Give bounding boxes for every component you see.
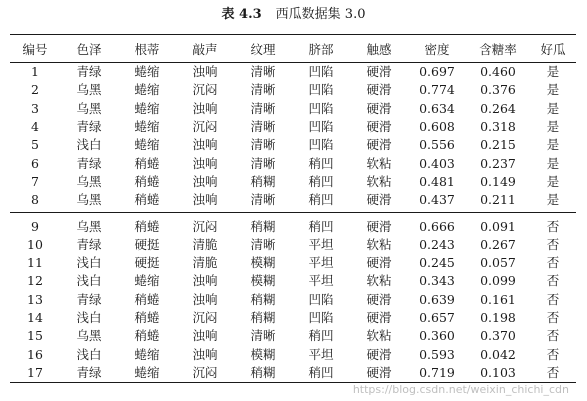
table-cell: 清晰: [250, 155, 276, 171]
header-row: [10, 35, 576, 63]
table-cell: 0.264: [480, 100, 516, 116]
table-row: [10, 213, 576, 236]
table-cell: 0.556: [419, 137, 455, 153]
table-cell: 蜷缩: [134, 82, 160, 98]
table-cell: 凹陷: [308, 100, 334, 116]
table-cell: 蜷缩: [118, 364, 176, 383]
table-row: [10, 254, 576, 272]
table-cell: 平坦: [308, 236, 334, 252]
table-cell: 稍糊: [250, 291, 276, 307]
table-cell: 0.103: [466, 364, 530, 383]
table-cell: 否: [546, 236, 560, 252]
table-cell: 13: [27, 291, 43, 307]
column-header: 编号: [10, 35, 60, 63]
table-cell: 清晰: [250, 137, 276, 153]
column-header: 密度: [408, 35, 466, 63]
table-cell: 软粘: [366, 236, 392, 252]
table-cell: 青绿: [76, 155, 102, 171]
table-cell: 7: [31, 173, 39, 189]
column-header: 触感: [350, 35, 408, 63]
table-cell: 浊响: [192, 173, 218, 189]
table-cell: 0.481: [419, 173, 455, 189]
table-cell: 硬滑: [366, 291, 392, 307]
table-cell: 0.403: [419, 155, 455, 171]
table-row: [10, 291, 576, 309]
table-cell: 0.343: [419, 273, 455, 289]
table-cell: 凹陷: [308, 119, 334, 135]
table-cell: 0.318: [480, 119, 516, 135]
table-cell: 8: [10, 191, 60, 213]
column-header: 敲声: [176, 35, 234, 63]
table-cell: 浅白: [76, 310, 102, 325]
table-cell: 0.042: [480, 346, 516, 362]
table-cell: 沉闷: [192, 310, 218, 325]
table-cell: 0.666: [419, 218, 455, 234]
table-cell: 稍糊: [250, 173, 276, 189]
table-cell: 稍凹: [292, 191, 350, 213]
column-header: 纹理: [234, 35, 292, 63]
table-cell: 是: [546, 137, 560, 153]
table-cell: 清晰: [250, 328, 276, 344]
table-row: [10, 63, 576, 82]
column-header: 含糖率: [466, 35, 530, 63]
table-cell: 硬滑: [366, 64, 392, 80]
table-cell: 平坦: [308, 273, 334, 289]
table-cell: 9: [31, 218, 39, 234]
table-cell: 浊响: [192, 137, 218, 153]
column-header: 色泽: [60, 35, 118, 63]
table-cell: 模糊: [250, 346, 276, 362]
table-cell: 1: [31, 64, 39, 80]
table-cell: 0.460: [480, 64, 516, 80]
table-cell: 0.091: [480, 218, 516, 234]
table-cell: 硬滑: [350, 191, 408, 213]
table-cell: 0.370: [480, 328, 516, 344]
table-cell: 是: [546, 100, 560, 116]
table-cell: 青绿: [60, 364, 118, 383]
table-row: [10, 191, 576, 213]
table-cell: 清脆: [192, 255, 218, 271]
table-cell: 硬滑: [366, 100, 392, 116]
table-cell: 凹陷: [308, 64, 334, 80]
table-row: [10, 118, 576, 136]
table-cell: 乌黑: [76, 173, 102, 189]
table-cell: 0.376: [480, 82, 516, 98]
table-cell: 蜷缩: [134, 119, 160, 135]
table-cell: 否: [546, 346, 560, 362]
table-cell: 凹陷: [308, 137, 334, 153]
table-cell: 硬滑: [366, 346, 392, 362]
table-cell: 乌黑: [76, 218, 102, 234]
table-cell: 硬滑: [366, 119, 392, 135]
table-cell: 0.211: [466, 191, 530, 213]
table-row: [10, 100, 576, 118]
table-cell: 青绿: [76, 119, 102, 135]
table-cell: 稍蜷: [134, 155, 160, 171]
table-cell: 17: [10, 364, 60, 383]
table-cell: 12: [27, 273, 43, 289]
table-title: 西瓜数据集 3.0: [275, 7, 366, 22]
table-cell: 是: [546, 119, 560, 135]
table-cell: 稍凹: [308, 155, 334, 171]
table-cell: 稍蜷: [134, 310, 160, 325]
column-header: 脐部: [292, 35, 350, 63]
table-cell: 0.774: [419, 82, 455, 98]
table-cell: 沉闷: [192, 82, 218, 98]
table-cell: 4: [31, 119, 39, 135]
table-cell: 软粘: [366, 155, 392, 171]
table-cell: 稍糊: [234, 364, 292, 383]
table-cell: 0.057: [480, 255, 516, 271]
watermark-text: https://blog.csdn.net/weixin_chichi_cdn: [352, 383, 569, 396]
table-cell: 清晰: [250, 119, 276, 135]
table-cell: 是: [546, 82, 560, 98]
table-cell: 稍凹: [308, 173, 334, 189]
table-cell: 凹陷: [308, 291, 334, 307]
column-header: 好瓜: [530, 35, 576, 63]
table-cell: 0.099: [480, 273, 516, 289]
table-cell: 否: [530, 364, 576, 383]
table-number: 表 4.3: [221, 7, 262, 22]
table-cell: 清晰: [250, 82, 276, 98]
table-row: [10, 136, 576, 154]
watermelon-dataset-table: [10, 34, 576, 383]
table-cell: 0.245: [419, 255, 455, 271]
table-cell: 否: [546, 310, 560, 325]
table-row: [10, 345, 576, 363]
table-cell: 硬滑: [366, 82, 392, 98]
table-cell: 硬滑: [366, 137, 392, 153]
table-cell: 是: [546, 173, 560, 189]
table-cell: 0.360: [419, 328, 455, 344]
table-cell: 0.634: [419, 100, 455, 116]
table-cell: 0.215: [480, 137, 516, 153]
table-cell: 否: [546, 328, 560, 344]
table-cell: 0.437: [408, 191, 466, 213]
table-cell: 0.593: [419, 346, 455, 362]
table-cell: 青绿: [76, 236, 102, 252]
table-cell: 稍凹: [308, 218, 334, 234]
table-cell: 稍凹: [292, 364, 350, 383]
table-cell: 15: [27, 328, 43, 344]
table-cell: 是: [546, 64, 560, 80]
table-cell: 0.608: [419, 119, 455, 135]
table-cell: 否: [546, 291, 560, 307]
table-header: [10, 35, 576, 63]
table-cell: 0.657: [419, 310, 455, 325]
table-cell: 硬挺: [134, 236, 160, 252]
table-cell: 乌黑: [60, 191, 118, 213]
table-cell: 稍蜷: [134, 218, 160, 234]
table-cell: 是: [546, 155, 560, 171]
table-cell: 蜷缩: [134, 273, 160, 289]
table-cell: 浊响: [192, 328, 218, 344]
table-cell: 浅白: [76, 273, 102, 289]
table-row: [10, 309, 576, 327]
table-cell: 浊响: [192, 291, 218, 307]
table-cell: 浊响: [192, 64, 218, 80]
table-cell: 清晰: [250, 64, 276, 80]
table-cell: 浅白: [76, 255, 102, 271]
table-cell: 是: [530, 191, 576, 213]
table-cell: 浊响: [192, 100, 218, 116]
table-cell: 0.237: [480, 155, 516, 171]
table-cell: 浅白: [76, 346, 102, 362]
table-cell: 14: [27, 310, 43, 325]
table-cell: 0.697: [419, 64, 455, 80]
table-cell: 蜷缩: [134, 346, 160, 362]
table-cell: 乌黑: [76, 82, 102, 98]
table-cell: 0.243: [419, 236, 455, 252]
table-cell: 模糊: [250, 273, 276, 289]
table-cell: 清晰: [250, 236, 276, 252]
table-cell: 否: [546, 255, 560, 271]
table-cell: 稍蜷: [134, 328, 160, 344]
table-row: [10, 81, 576, 99]
table-cell: 5: [31, 137, 39, 153]
table-cell: 青绿: [76, 64, 102, 80]
table-cell: 沉闷: [176, 364, 234, 383]
table-cell: 软粘: [366, 273, 392, 289]
table-row: [10, 327, 576, 345]
table-cell: 凹陷: [308, 310, 334, 325]
table-cell: 稍糊: [250, 218, 276, 234]
table-cell: 0.267: [480, 236, 516, 252]
table-cell: 模糊: [250, 255, 276, 271]
table-cell: 0.149: [480, 173, 516, 189]
table-cell: 平坦: [308, 346, 334, 362]
table-row: [10, 272, 576, 290]
column-header: 根蒂: [118, 35, 176, 63]
table-cell: 乌黑: [76, 328, 102, 344]
table-cell: 软粘: [366, 328, 392, 344]
table-row: [10, 154, 576, 172]
table-row: [10, 173, 576, 191]
table-cell: 2: [31, 82, 39, 98]
table-cell: 浊响: [176, 191, 234, 213]
table-cell: 蜷缩: [134, 100, 160, 116]
table-cell: 硬滑: [350, 364, 408, 383]
table-cell: 否: [546, 218, 560, 234]
table-cell: 蜷缩: [134, 137, 160, 153]
table-cell: 稍蜷: [118, 191, 176, 213]
table-cell: 青绿: [76, 291, 102, 307]
table-row: [10, 236, 576, 254]
table-cell: 蜷缩: [134, 64, 160, 80]
table-cell: 0.639: [419, 291, 455, 307]
table-cell: 稍蜷: [134, 173, 160, 189]
table-cell: 清脆: [192, 236, 218, 252]
table-cell: 硬滑: [366, 310, 392, 325]
table-cell: 清晰: [250, 100, 276, 116]
table-cell: 硬滑: [366, 255, 392, 271]
table-cell: 否: [546, 273, 560, 289]
table-cell: 3: [31, 100, 39, 116]
table-row: [10, 364, 576, 383]
table-cell: 稍糊: [250, 310, 276, 325]
table-cell: 平坦: [308, 255, 334, 271]
table-container: [10, 34, 576, 383]
table-cell: 乌黑: [76, 100, 102, 116]
table-cell: 0.719: [408, 364, 466, 383]
table-cell: 稍蜷: [134, 291, 160, 307]
table-cell: 10: [27, 236, 43, 252]
table-cell: 0.198: [480, 310, 516, 325]
table-cell: 软粘: [366, 173, 392, 189]
table-cell: 浊响: [192, 155, 218, 171]
table-body: [10, 63, 576, 383]
table-cell: 清晰: [234, 191, 292, 213]
table-cell: 凹陷: [308, 82, 334, 98]
table-cell: 0.161: [480, 291, 516, 307]
table-cell: 浊响: [192, 346, 218, 362]
table-cell: 沉闷: [192, 119, 218, 135]
table-cell: 6: [31, 155, 39, 171]
table-cell: 稍凹: [308, 328, 334, 344]
table-cell: 11: [27, 255, 43, 271]
table-cell: 浅白: [76, 137, 102, 153]
table-cell: 沉闷: [192, 218, 218, 234]
table-cell: 硬滑: [366, 218, 392, 234]
table-cell: 16: [27, 346, 43, 362]
table-caption: [0, 6, 587, 24]
table-cell: 硬挺: [134, 255, 160, 271]
table-cell: 浊响: [192, 273, 218, 289]
